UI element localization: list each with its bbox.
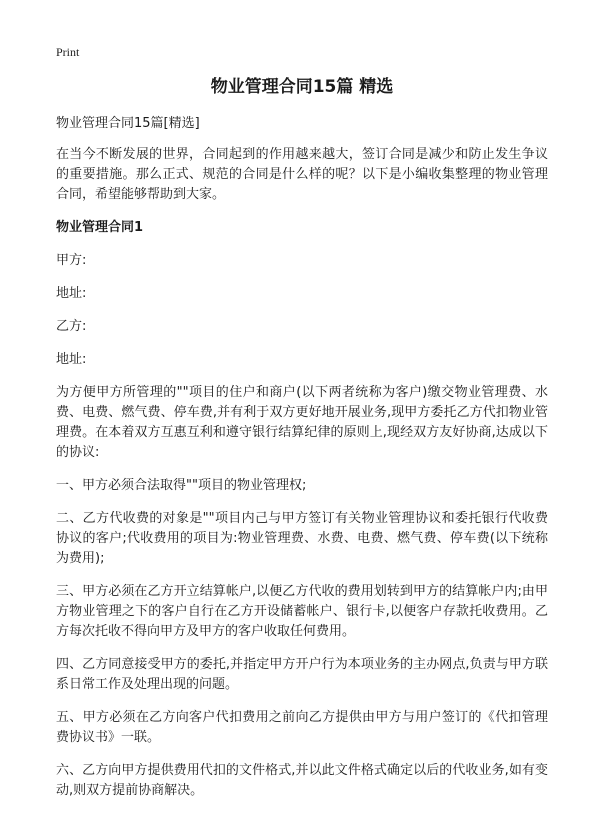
intro-paragraph: 在当今不断发展的世界，合同起到的作用越来越大，签订合同是减少和防止发生争议的重要措施。那么正式、规范的合同是什么样的呢？以下是小编收集整理的物业管理合同，希望能够帮助到大家。 <box>56 147 548 202</box>
clause-4: 四、乙方同意接受甲方的委托,并指定甲方开户行为本项业务的主办网点,负责与甲方联系日常工作及处理出现的问题。 <box>56 657 548 692</box>
clause-5: 五、甲方必须在乙方向客户代扣费用之前向乙方提供由甲方与用户签订的《代扣管理费协议书》一联。 <box>56 710 548 745</box>
party-b-field: 乙方: <box>56 319 87 334</box>
party-b-address-field: 地址: <box>56 352 87 367</box>
clause-6: 六、乙方向甲方提供费用代扣的文件格式,并以此文件格式确定以后的代收业务,如有变动,则双方提前协商解决。 <box>56 763 548 798</box>
print-label: Print <box>56 45 80 59</box>
clause-2: 二、乙方代收费的对象是""项目内己与甲方签订有关物业管理协议和委托银行代收费协议的客户;代收费用的项目为:物业管理费、水费、电费、燃气费、停车费(以下统称为费用); <box>56 511 548 566</box>
preamble-paragraph: 为方便甲方所管理的""项目的住户和商户(以下两者统称为客户)缴交物业管理费、水费、电费、燃气费、停车费,并有利于双方更好地开展业务,现甲方委托乙方代扣物业管理费。在本着双方互惠互利和遵守银行结算纪律的原则上,现经双方友好协商,达成以下的协议: <box>56 385 548 460</box>
document-subtitle: 物业管理合同15篇[精选] <box>56 116 200 131</box>
clause-3: 三、甲方必须在乙方开立结算帐户,以便乙方代收的费用划转到甲方的结算帐户内;由甲方物业管理之下的客户自行在乙方开设储蓄帐户、银行卡,以便客户存款托收费用。乙方每次托收不得向甲方及甲方的客户收取任何费用。 <box>56 584 548 639</box>
clause-1: 一、甲方必须合法取得""项目的物业管理权; <box>56 478 307 493</box>
party-a-field: 甲方: <box>56 253 87 268</box>
party-a-address-field: 地址: <box>56 286 87 301</box>
document-title: 物业管理合同15篇 精选 <box>210 77 394 97</box>
section-heading: 物业管理合同1 <box>56 220 144 235</box>
